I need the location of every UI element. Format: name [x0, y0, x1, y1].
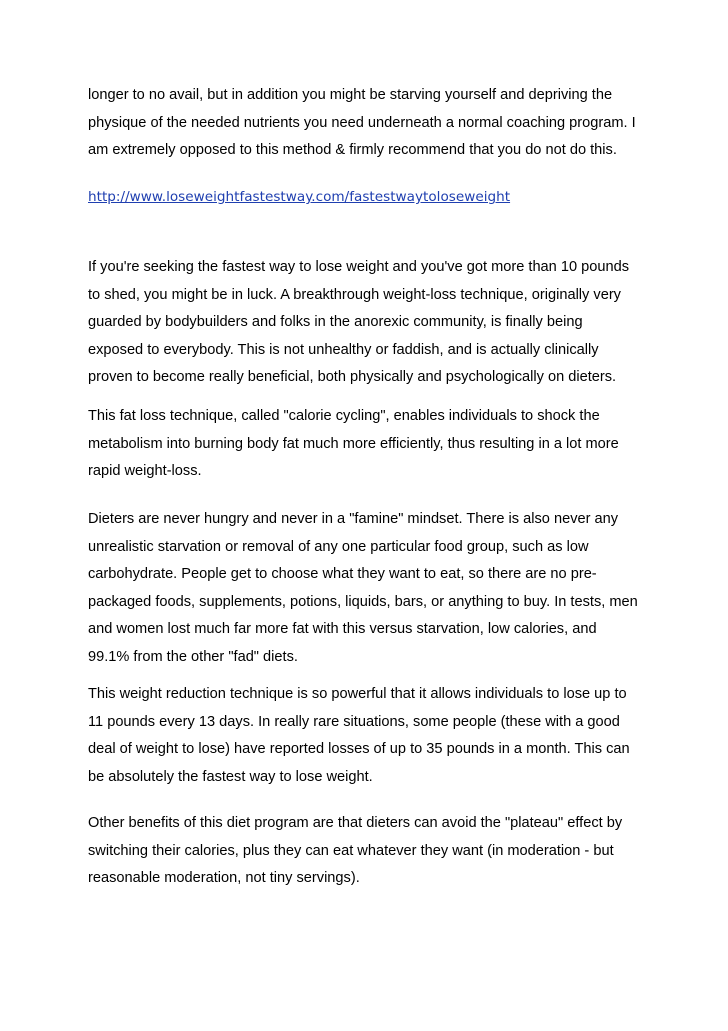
text-line: Other benefits of this diet program are that dieters can avoid the "plateau" effect by [88, 815, 623, 831]
text-line: Dieters are never hungry and never in a "famine" mindset. There is also never any [88, 511, 619, 527]
text-line: proven to become really beneficial, both physically and psychologically on dieters. [88, 369, 617, 385]
text-line: packaged foods, supplements, potions, liquids, bars, or anything to buy. In tests, men [88, 593, 638, 610]
website-link[interactable]: http://www.loseweightfastestway.com/fastestwaytoloseweight [88, 189, 511, 205]
text-line: be absolutely the fastest way to lose weight. [88, 768, 373, 785]
paragraph-dieters [88, 506, 650, 671]
text-line: longer to no avail, but in addition you might be starving yourself and depriving the [88, 87, 613, 103]
text-line: physique of the needed nutrients you need underneath a normal coaching program. I [88, 114, 636, 131]
paragraph-intro [88, 254, 650, 392]
text-line: reasonable moderation, not tiny servings). [88, 870, 360, 886]
text-line: carbohydrate. People get to choose what they want to eat, so there are no pre- [88, 566, 597, 582]
text-line: This weight reduction technique is so powerful that it allows individuals to lose up to [88, 686, 627, 702]
text-line: This fat loss technique, called "calorie cycling", enables individuals to shock the [88, 408, 600, 424]
text-line: guarded by bodybuilders and folks in the anorexic community, is finally being [88, 314, 583, 330]
text-line: If you're seeking the fastest way to lose weight and you've got more than 10 pounds [88, 259, 630, 275]
text-line: metabolism into burning body fat much more efficiently, thus resulting in a lot more [88, 435, 619, 452]
paragraph-continuation [88, 82, 650, 165]
text-line: 11 pounds every 13 days. In really rare situations, some people (these with a good [88, 713, 620, 730]
paragraph-weight-reduction [88, 681, 650, 791]
text-line: to shed, you might be in luck. A breakthrough weight-loss technique, originally very [88, 286, 621, 303]
text-line: am extremely opposed to this method & firmly recommend that you do not do this. [88, 142, 617, 158]
text-line: switching their calories, plus they can eat whatever they want (in moderation - but [88, 842, 614, 859]
paragraph-calorie-cycling [88, 403, 650, 486]
text-line: exposed to everybody. This is not unhealthy or faddish, and is actually clinically [88, 341, 599, 358]
text-line: deal of weight to lose) have reported losses of up to 35 pounds in a month. This can [88, 741, 630, 757]
text-line: 99.1% from the other "fad" diets. [88, 648, 298, 665]
text-line: unrealistic starvation or removal of any one particular food group, such as low [88, 538, 589, 555]
text-line: and women lost much far more fat with this versus starvation, low calories, and [88, 621, 597, 637]
paragraph-other-benefits [88, 810, 650, 893]
text-line: rapid weight-loss. [88, 463, 202, 479]
